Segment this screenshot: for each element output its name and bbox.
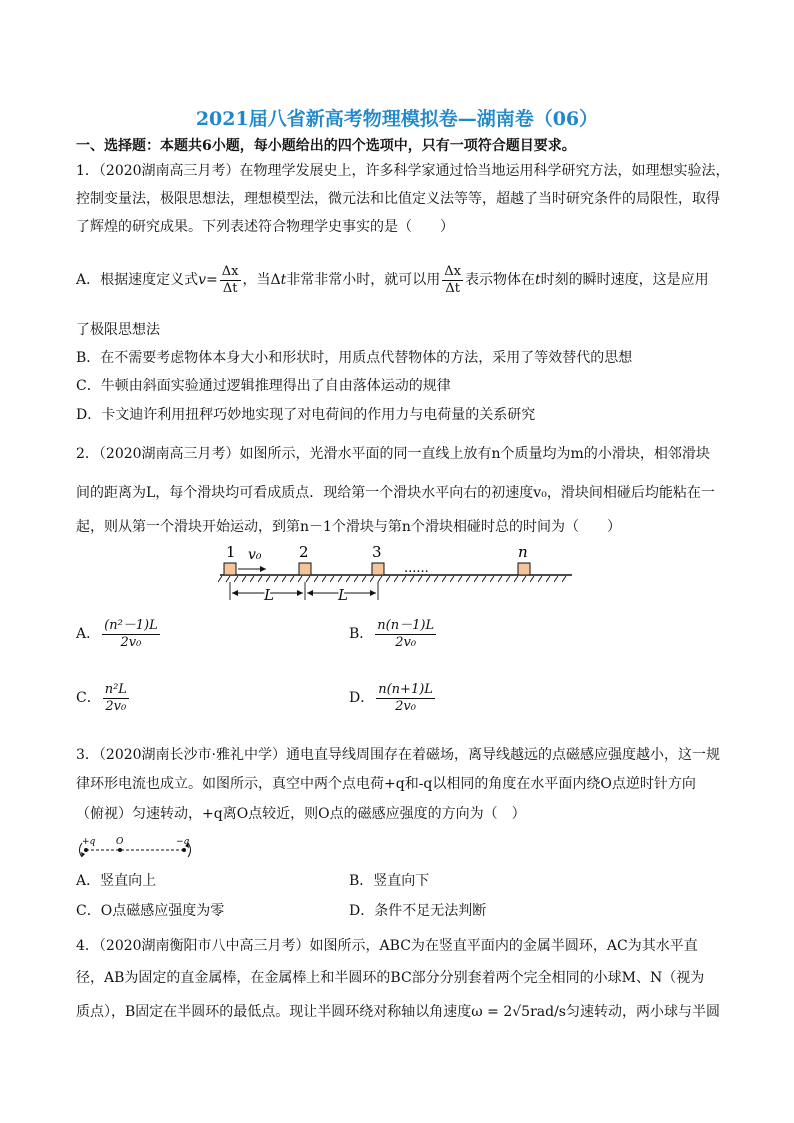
- page-title: 2021届八省新高考物理模拟卷—湖南卷（06）: [195, 108, 599, 130]
- q1-a-text2: ，当Δ: [242, 272, 281, 288]
- negative-charge: [182, 848, 186, 852]
- positive-charge-label: +q: [82, 837, 96, 847]
- block-2-label: 2: [299, 543, 309, 561]
- q2-option-b: [349, 614, 438, 654]
- fraction-denominator: 2v₀: [395, 634, 417, 650]
- q4-line1: 4．（2020湖南衡阳市八中高三月考）如图所示，ABC为在竖直平面内的金属半圆环，AC为其水平直: [76, 938, 698, 954]
- q2-a-fraction: [102, 618, 160, 651]
- q1-line2: 控制变量法，极限思想法，理想模型法，微元法和比值定义法等等，超越了当时研究条件的局限性，取得: [76, 191, 720, 207]
- q1-line1: 1．（2020湖南高三月考）在物理学发展史上，许多科学家通过恰当地运用科学研究方法，如理想实验法，: [76, 163, 730, 179]
- q1-a-text4: 表示物体在: [465, 272, 535, 288]
- v0-label: v₀: [248, 547, 262, 563]
- q3-line1: 3．（2020湖南长沙市·雅礼中学）通电直导线周围存在着磁场，离导线越远的点磁感应强度越小，这一规: [76, 747, 720, 763]
- fraction-numerator: Δx: [221, 263, 239, 279]
- L-label-1: L: [264, 586, 274, 604]
- q2-d-label: D．: [349, 690, 375, 706]
- L-label-2: L: [338, 586, 348, 604]
- block-n-label: n: [518, 543, 528, 561]
- q3-option-a: A．竖直向上: [76, 873, 157, 889]
- q2-line2: 间的距离为L，每个滑块均可看成质点．现给第一个滑块水平向右的初速度v₀，滑块间相碰后均能粘在一: [76, 485, 715, 501]
- fraction-numerator: n(n+1)L: [378, 681, 433, 697]
- q1-line3: 了辉煌的研究成果。下列表述符合物理学史事实的是（ ）: [76, 219, 454, 235]
- q2-option-c: [76, 678, 131, 718]
- q1-a-text5: 时刻的瞬时速度，这是应用: [540, 272, 709, 288]
- q2-c-fraction: [103, 682, 129, 715]
- positive-charge: [84, 848, 88, 852]
- q2-b-fraction: [375, 618, 436, 651]
- center-o-label: O: [116, 837, 124, 847]
- q2-option-d: [349, 678, 437, 718]
- q3-option-c: C．O点磁感应强度为零: [76, 903, 225, 919]
- q1-a-text3: 非常非常小时，就可以用: [286, 272, 441, 288]
- block-3: [372, 563, 384, 575]
- q1-a-fraction-2: [442, 264, 463, 297]
- q1-option-d: D．卡文迪许利用扭秤巧妙地实现了对电荷间的作用力与电荷量的关系研究: [76, 407, 536, 423]
- q3-option-d: D．条件不足无法判断: [349, 903, 487, 919]
- q2-line1: 2．（2020湖南高三月考）如图所示，光滑水平面的同一直线上放有n个质量均为m的小滑块，相邻滑块: [76, 446, 710, 462]
- q2-c-label: C．: [76, 690, 101, 706]
- q4-line3: 质点），B固定在半圆环的最低点。现让半圆环绕对称轴以角速度ω = 2√5rad/s匀速转动，两小球与半圆: [76, 1004, 720, 1020]
- q1-a-t: t: [280, 272, 287, 288]
- q1-option-b: B．在不需要考虑物体本身大小和形状时，用质点代替物体的方法，采用了等效替代的思想: [76, 350, 633, 366]
- block-3-label: 3: [372, 543, 382, 561]
- block-1-label: 1: [226, 543, 236, 561]
- q2-line3: 起，则从第一个滑块开始运动，到第n－1个滑块与第n个滑块相碰时总的时间为（ ）: [76, 519, 621, 535]
- fraction-denominator: 2v₀: [105, 698, 127, 714]
- q4-line2: 径，AB为固定的直金属棒，在金属棒上和半圆环的BC部分分别套着两个完全相同的小球M、N（视为: [76, 970, 705, 986]
- q1-option-c: C．牛顿由斜面实验通过逻辑推理得出了自由落体运动的规律: [76, 378, 451, 394]
- q2-a-label: A．: [76, 626, 101, 642]
- q3-line2: 律环形电流也成立。如图所示，真空中两个点电荷+q和-q以相同的角度在水平面内绕O点逆时针方向: [76, 776, 696, 792]
- fraction-numerator: n²L: [104, 681, 127, 697]
- fraction-numerator: n(n－1)L: [377, 617, 435, 633]
- block-2: [299, 563, 311, 575]
- q2-option-a: [76, 614, 162, 654]
- fraction-numerator: Δx: [444, 263, 461, 279]
- q1-a-text1: A．根据速度定义式: [76, 272, 199, 288]
- block-n: [518, 563, 530, 575]
- ellipsis: ......: [404, 561, 429, 576]
- fraction-denominator: 2v₀: [120, 634, 142, 650]
- q3-line3: （俯视）匀速转动，+q离O点较近，则O点的磁感应强度的方向为（ ）: [76, 806, 526, 822]
- q2-b-label: B．: [349, 626, 374, 642]
- q2-figure: [212, 540, 584, 612]
- fraction-denominator: 2v₀: [395, 698, 416, 714]
- q3-figure: [74, 834, 204, 862]
- fraction-numerator: (n²－1)L: [104, 617, 158, 633]
- ground-hatch: [218, 576, 566, 582]
- center-o: [118, 848, 122, 852]
- fraction-denominator: Δt: [445, 280, 460, 296]
- fraction-denominator: Δt: [222, 280, 238, 296]
- section-heading: 一、选择题：本题共6小题，每小题给出的四个选项中，只有一项符合题目要求。: [76, 138, 576, 154]
- q2-d-fraction: [376, 682, 435, 715]
- block-1: [224, 563, 236, 575]
- q1-a-fraction-1: [220, 264, 241, 297]
- v0-arrowhead: [260, 566, 266, 572]
- q1-option-a: [76, 262, 726, 298]
- q3-option-b: B．竖直向下: [349, 873, 430, 889]
- q1-a-t2: t: [535, 272, 541, 288]
- q1-a-v: v=: [198, 272, 218, 288]
- negative-charge-label: −q: [176, 837, 190, 847]
- q1-option-a-cont: 了极限思想法: [76, 322, 160, 338]
